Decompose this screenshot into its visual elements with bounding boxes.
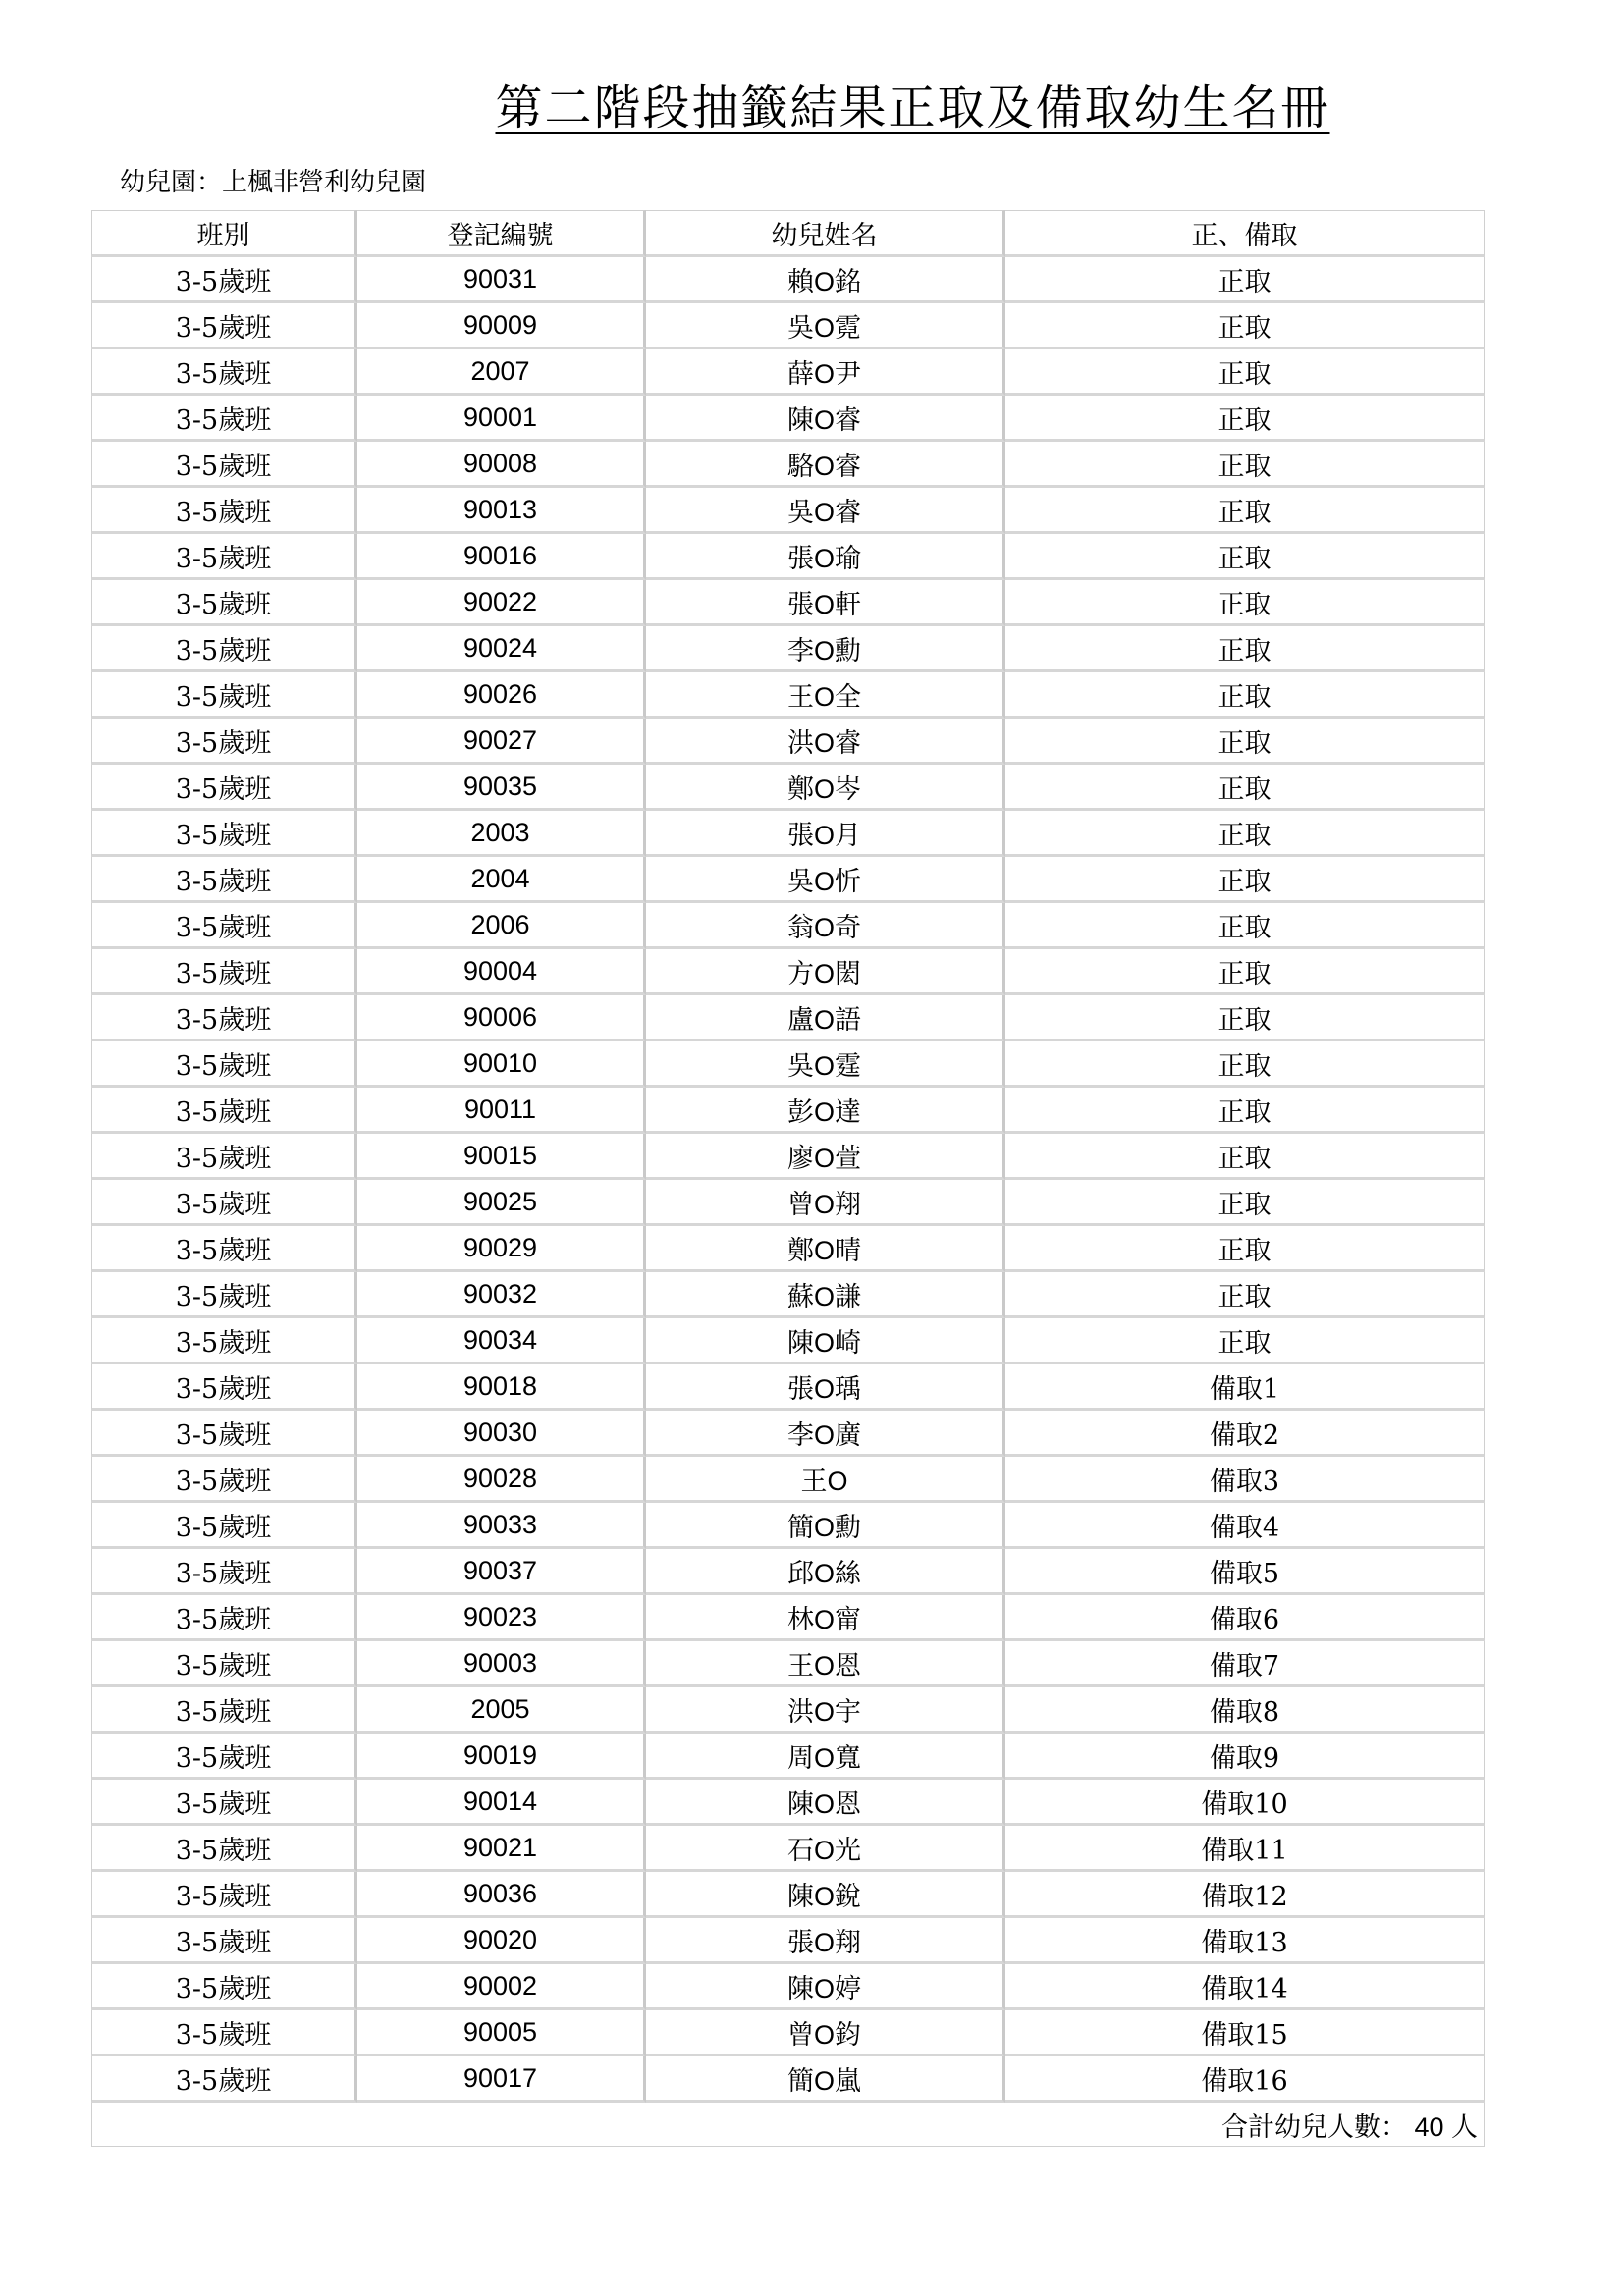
reg-number-cell: 90032 xyxy=(357,1272,646,1318)
reg-number-cell: 2006 xyxy=(357,903,646,949)
class-cell: 3-5歲班 xyxy=(91,1872,357,1918)
table-row xyxy=(91,396,1485,442)
admission-status-cell: 正取 xyxy=(1005,442,1485,488)
child-name-cell: 周O寬 xyxy=(646,1734,1005,1780)
class-cell: 3-5歲班 xyxy=(91,1180,357,1226)
reg-number-cell: 90029 xyxy=(357,1226,646,1272)
header-reg-number: 登記編號 xyxy=(357,210,646,257)
reg-number-cell: 90004 xyxy=(357,949,646,995)
reg-number-cell: 90034 xyxy=(357,1318,646,1364)
table-row xyxy=(91,857,1485,903)
table-row xyxy=(91,1411,1485,1457)
class-cell: 3-5歲班 xyxy=(91,719,357,765)
table-row xyxy=(91,949,1485,995)
class-cell: 3-5歲班 xyxy=(91,1088,357,1134)
child-name-cell: 張O瑀 xyxy=(646,1364,1005,1411)
child-name-cell: 翁O奇 xyxy=(646,903,1005,949)
reg-number-cell: 90024 xyxy=(357,626,646,672)
table-row xyxy=(91,995,1485,1041)
reg-number-cell: 90031 xyxy=(357,257,646,303)
child-name-cell: 陳O睿 xyxy=(646,396,1005,442)
class-cell: 3-5歲班 xyxy=(91,488,357,534)
admission-status-cell: 正取 xyxy=(1005,811,1485,857)
child-name-cell: 張O翔 xyxy=(646,1918,1005,1964)
table-row xyxy=(91,303,1485,349)
header-class: 班別 xyxy=(91,210,357,257)
child-name-cell: 石O光 xyxy=(646,1826,1005,1872)
class-cell: 3-5歲班 xyxy=(91,1641,357,1687)
class-cell: 3-5歲班 xyxy=(91,2056,357,2103)
class-cell: 3-5歲班 xyxy=(91,1272,357,1318)
reg-number-cell: 90035 xyxy=(357,765,646,811)
child-name-cell: 賴O銘 xyxy=(646,257,1005,303)
admission-status-cell: 正取 xyxy=(1005,949,1485,995)
admission-status-cell: 正取 xyxy=(1005,349,1485,396)
admission-status-cell: 備取11 xyxy=(1005,1826,1485,1872)
class-cell: 3-5歲班 xyxy=(91,995,357,1041)
table-row xyxy=(91,765,1485,811)
reg-number-cell: 90023 xyxy=(357,1595,646,1641)
class-cell: 3-5歲班 xyxy=(91,1595,357,1641)
child-name-cell: 邱O絲 xyxy=(646,1549,1005,1595)
table-row xyxy=(91,488,1485,534)
table-row xyxy=(91,1641,1485,1687)
admission-status-cell: 正取 xyxy=(1005,1226,1485,1272)
table-row xyxy=(91,1595,1485,1641)
table-row xyxy=(91,811,1485,857)
class-cell: 3-5歲班 xyxy=(91,1226,357,1272)
reg-number-cell: 2003 xyxy=(357,811,646,857)
class-cell: 3-5歲班 xyxy=(91,1826,357,1872)
class-cell: 3-5歲班 xyxy=(91,626,357,672)
reg-number-cell: 90022 xyxy=(357,580,646,626)
reg-number-cell: 90001 xyxy=(357,396,646,442)
class-cell: 3-5歲班 xyxy=(91,1964,357,2010)
table-row xyxy=(91,903,1485,949)
admission-status-cell: 正取 xyxy=(1005,580,1485,626)
reg-number-cell: 2007 xyxy=(357,349,646,396)
admission-status-cell: 備取4 xyxy=(1005,1503,1485,1549)
reg-number-cell: 90027 xyxy=(357,719,646,765)
class-cell: 3-5歲班 xyxy=(91,1457,357,1503)
child-name-cell: 張O軒 xyxy=(646,580,1005,626)
reg-number-cell: 90026 xyxy=(357,672,646,719)
reg-number-cell: 90013 xyxy=(357,488,646,534)
class-cell: 3-5歲班 xyxy=(91,903,357,949)
total-row xyxy=(91,2103,1485,2147)
table-row xyxy=(91,1226,1485,1272)
admission-status-cell: 正取 xyxy=(1005,534,1485,580)
reg-number-cell: 90019 xyxy=(357,1734,646,1780)
class-cell: 3-5歲班 xyxy=(91,2010,357,2056)
table-row xyxy=(91,1364,1485,1411)
admission-status-cell: 正取 xyxy=(1005,1134,1485,1180)
admission-status-cell: 備取5 xyxy=(1005,1549,1485,1595)
child-name-cell: 方O閎 xyxy=(646,949,1005,995)
table-row xyxy=(91,580,1485,626)
admission-status-cell: 正取 xyxy=(1005,995,1485,1041)
table-row xyxy=(91,2010,1485,2056)
child-name-cell: 王O恩 xyxy=(646,1641,1005,1687)
table-row xyxy=(91,1180,1485,1226)
table-row xyxy=(91,349,1485,396)
child-name-cell: 薛O尹 xyxy=(646,349,1005,396)
reg-number-cell: 90015 xyxy=(357,1134,646,1180)
admission-status-cell: 備取7 xyxy=(1005,1641,1485,1687)
class-cell: 3-5歲班 xyxy=(91,949,357,995)
admission-status-cell: 正取 xyxy=(1005,672,1485,719)
admission-status-cell: 正取 xyxy=(1005,903,1485,949)
child-name-cell: 洪O宇 xyxy=(646,1687,1005,1734)
admission-status-cell: 正取 xyxy=(1005,719,1485,765)
class-cell: 3-5歲班 xyxy=(91,303,357,349)
kindergarten-name: 幼兒園：上楓非營利幼兒園 xyxy=(120,168,427,197)
child-name-cell: 簡O勳 xyxy=(646,1503,1005,1549)
child-name-cell: 曾O鈞 xyxy=(646,2010,1005,2056)
class-cell: 3-5歲班 xyxy=(91,1134,357,1180)
admission-status-cell: 正取 xyxy=(1005,857,1485,903)
admission-status-cell: 正取 xyxy=(1005,1180,1485,1226)
table-row xyxy=(91,626,1485,672)
reg-number-cell: 90025 xyxy=(357,1180,646,1226)
child-name-cell: 吳O睿 xyxy=(646,488,1005,534)
admission-status-cell: 正取 xyxy=(1005,1041,1485,1088)
reg-number-cell: 90033 xyxy=(357,1503,646,1549)
child-name-cell: 鄭O岑 xyxy=(646,765,1005,811)
reg-number-cell: 90021 xyxy=(357,1826,646,1872)
admission-status-cell: 備取2 xyxy=(1005,1411,1485,1457)
table-row xyxy=(91,1134,1485,1180)
class-cell: 3-5歲班 xyxy=(91,1918,357,1964)
class-cell: 3-5歲班 xyxy=(91,1041,357,1088)
admission-status-cell: 正取 xyxy=(1005,257,1485,303)
document-title-text: 第二階段抽籤結果正取及備取幼生名冊 xyxy=(495,80,1330,135)
table-row xyxy=(91,1780,1485,1826)
reg-number-cell: 90028 xyxy=(357,1457,646,1503)
reg-number-cell: 90002 xyxy=(357,1964,646,2010)
class-cell: 3-5歲班 xyxy=(91,1687,357,1734)
admission-status-cell: 備取14 xyxy=(1005,1964,1485,2010)
admission-status-cell: 正取 xyxy=(1005,765,1485,811)
reg-number-cell: 90003 xyxy=(357,1641,646,1687)
reg-number-cell: 90036 xyxy=(357,1872,646,1918)
admission-status-cell: 備取12 xyxy=(1005,1872,1485,1918)
table-row xyxy=(91,2056,1485,2103)
child-name-cell: 洪O睿 xyxy=(646,719,1005,765)
class-cell: 3-5歲班 xyxy=(91,1549,357,1595)
table-row xyxy=(91,1549,1485,1595)
header-child-name: 幼兒姓名 xyxy=(646,210,1005,257)
class-cell: 3-5歲班 xyxy=(91,765,357,811)
admission-status-cell: 備取13 xyxy=(1005,1918,1485,1964)
document-title xyxy=(0,73,1624,143)
child-name-cell: 簡O嵐 xyxy=(646,2056,1005,2103)
class-cell: 3-5歲班 xyxy=(91,257,357,303)
table-row xyxy=(91,1041,1485,1088)
reg-number-cell: 90014 xyxy=(357,1780,646,1826)
child-name-cell: 張O瑜 xyxy=(646,534,1005,580)
header-admission-status: 正、備取 xyxy=(1005,210,1485,257)
table-row xyxy=(91,1734,1485,1780)
child-name-cell: 曾O翔 xyxy=(646,1180,1005,1226)
table-row xyxy=(91,442,1485,488)
class-cell: 3-5歲班 xyxy=(91,396,357,442)
table-row xyxy=(91,719,1485,765)
child-name-cell: 陳O銳 xyxy=(646,1872,1005,1918)
reg-number-cell: 2004 xyxy=(357,857,646,903)
admission-status-cell: 備取8 xyxy=(1005,1687,1485,1734)
reg-number-cell: 90005 xyxy=(357,2010,646,2056)
reg-number-cell: 90017 xyxy=(357,2056,646,2103)
roster-body xyxy=(91,257,1485,2103)
child-name-cell: 陳O崎 xyxy=(646,1318,1005,1364)
child-name-cell: 陳O恩 xyxy=(646,1780,1005,1826)
admission-status-cell: 備取16 xyxy=(1005,2056,1485,2103)
reg-number-cell: 2005 xyxy=(357,1687,646,1734)
child-name-cell: 張O月 xyxy=(646,811,1005,857)
child-name-cell: 林O甯 xyxy=(646,1595,1005,1641)
child-name-cell: 吳O霆 xyxy=(646,1041,1005,1088)
class-cell: 3-5歲班 xyxy=(91,811,357,857)
class-cell: 3-5歲班 xyxy=(91,349,357,396)
reg-number-cell: 90030 xyxy=(357,1411,646,1457)
table-row xyxy=(91,1272,1485,1318)
reg-number-cell: 90037 xyxy=(357,1549,646,1595)
admission-status-cell: 備取1 xyxy=(1005,1364,1485,1411)
reg-number-cell: 90009 xyxy=(357,303,646,349)
reg-number-cell: 90011 xyxy=(357,1088,646,1134)
reg-number-cell: 90008 xyxy=(357,442,646,488)
table-row xyxy=(91,1872,1485,1918)
admission-status-cell: 備取10 xyxy=(1005,1780,1485,1826)
class-cell: 3-5歲班 xyxy=(91,1734,357,1780)
admission-status-cell: 正取 xyxy=(1005,626,1485,672)
child-name-cell: 王O xyxy=(646,1457,1005,1503)
admission-status-cell: 備取15 xyxy=(1005,2010,1485,2056)
class-cell: 3-5歲班 xyxy=(91,1780,357,1826)
admission-status-cell: 正取 xyxy=(1005,1272,1485,1318)
class-cell: 3-5歲班 xyxy=(91,1364,357,1411)
class-cell: 3-5歲班 xyxy=(91,1411,357,1457)
table-row xyxy=(91,534,1485,580)
table-row xyxy=(91,257,1485,303)
admission-status-cell: 正取 xyxy=(1005,396,1485,442)
roster-table xyxy=(91,210,1485,2147)
table-row xyxy=(91,1088,1485,1134)
child-name-cell: 吳O忻 xyxy=(646,857,1005,903)
class-cell: 3-5歲班 xyxy=(91,580,357,626)
child-name-cell: 盧O語 xyxy=(646,995,1005,1041)
reg-number-cell: 90020 xyxy=(357,1918,646,1964)
table-row xyxy=(91,1964,1485,2010)
child-name-cell: 陳O婷 xyxy=(646,1964,1005,2010)
admission-status-cell: 正取 xyxy=(1005,303,1485,349)
table-row xyxy=(91,1826,1485,1872)
child-name-cell: 李O廣 xyxy=(646,1411,1005,1457)
reg-number-cell: 90010 xyxy=(357,1041,646,1088)
child-name-cell: 駱O睿 xyxy=(646,442,1005,488)
table-row xyxy=(91,1457,1485,1503)
child-name-cell: 李O勳 xyxy=(646,626,1005,672)
class-cell: 3-5歲班 xyxy=(91,1503,357,1549)
class-cell: 3-5歲班 xyxy=(91,857,357,903)
admission-status-cell: 備取3 xyxy=(1005,1457,1485,1503)
table-row xyxy=(91,1918,1485,1964)
table-row xyxy=(91,1318,1485,1364)
class-cell: 3-5歲班 xyxy=(91,1318,357,1364)
admission-status-cell: 備取6 xyxy=(1005,1595,1485,1641)
header-row xyxy=(91,210,1485,257)
reg-number-cell: 90006 xyxy=(357,995,646,1041)
admission-status-cell: 備取9 xyxy=(1005,1734,1485,1780)
admission-status-cell: 正取 xyxy=(1005,1318,1485,1364)
class-cell: 3-5歲班 xyxy=(91,442,357,488)
child-name-cell: 吳O霓 xyxy=(646,303,1005,349)
reg-number-cell: 90016 xyxy=(357,534,646,580)
total-count: 合計幼兒人數： 40 人 xyxy=(91,2103,1485,2147)
reg-number-cell: 90018 xyxy=(357,1364,646,1411)
class-cell: 3-5歲班 xyxy=(91,534,357,580)
table-row xyxy=(91,1503,1485,1549)
admission-status-cell: 正取 xyxy=(1005,488,1485,534)
class-cell: 3-5歲班 xyxy=(91,672,357,719)
child-name-cell: 廖O萱 xyxy=(646,1134,1005,1180)
table-row xyxy=(91,1687,1485,1734)
child-name-cell: 王O全 xyxy=(646,672,1005,719)
child-name-cell: 蘇O謙 xyxy=(646,1272,1005,1318)
child-name-cell: 彭O達 xyxy=(646,1088,1005,1134)
admission-status-cell: 正取 xyxy=(1005,1088,1485,1134)
child-name-cell: 鄭O晴 xyxy=(646,1226,1005,1272)
table-row xyxy=(91,672,1485,719)
